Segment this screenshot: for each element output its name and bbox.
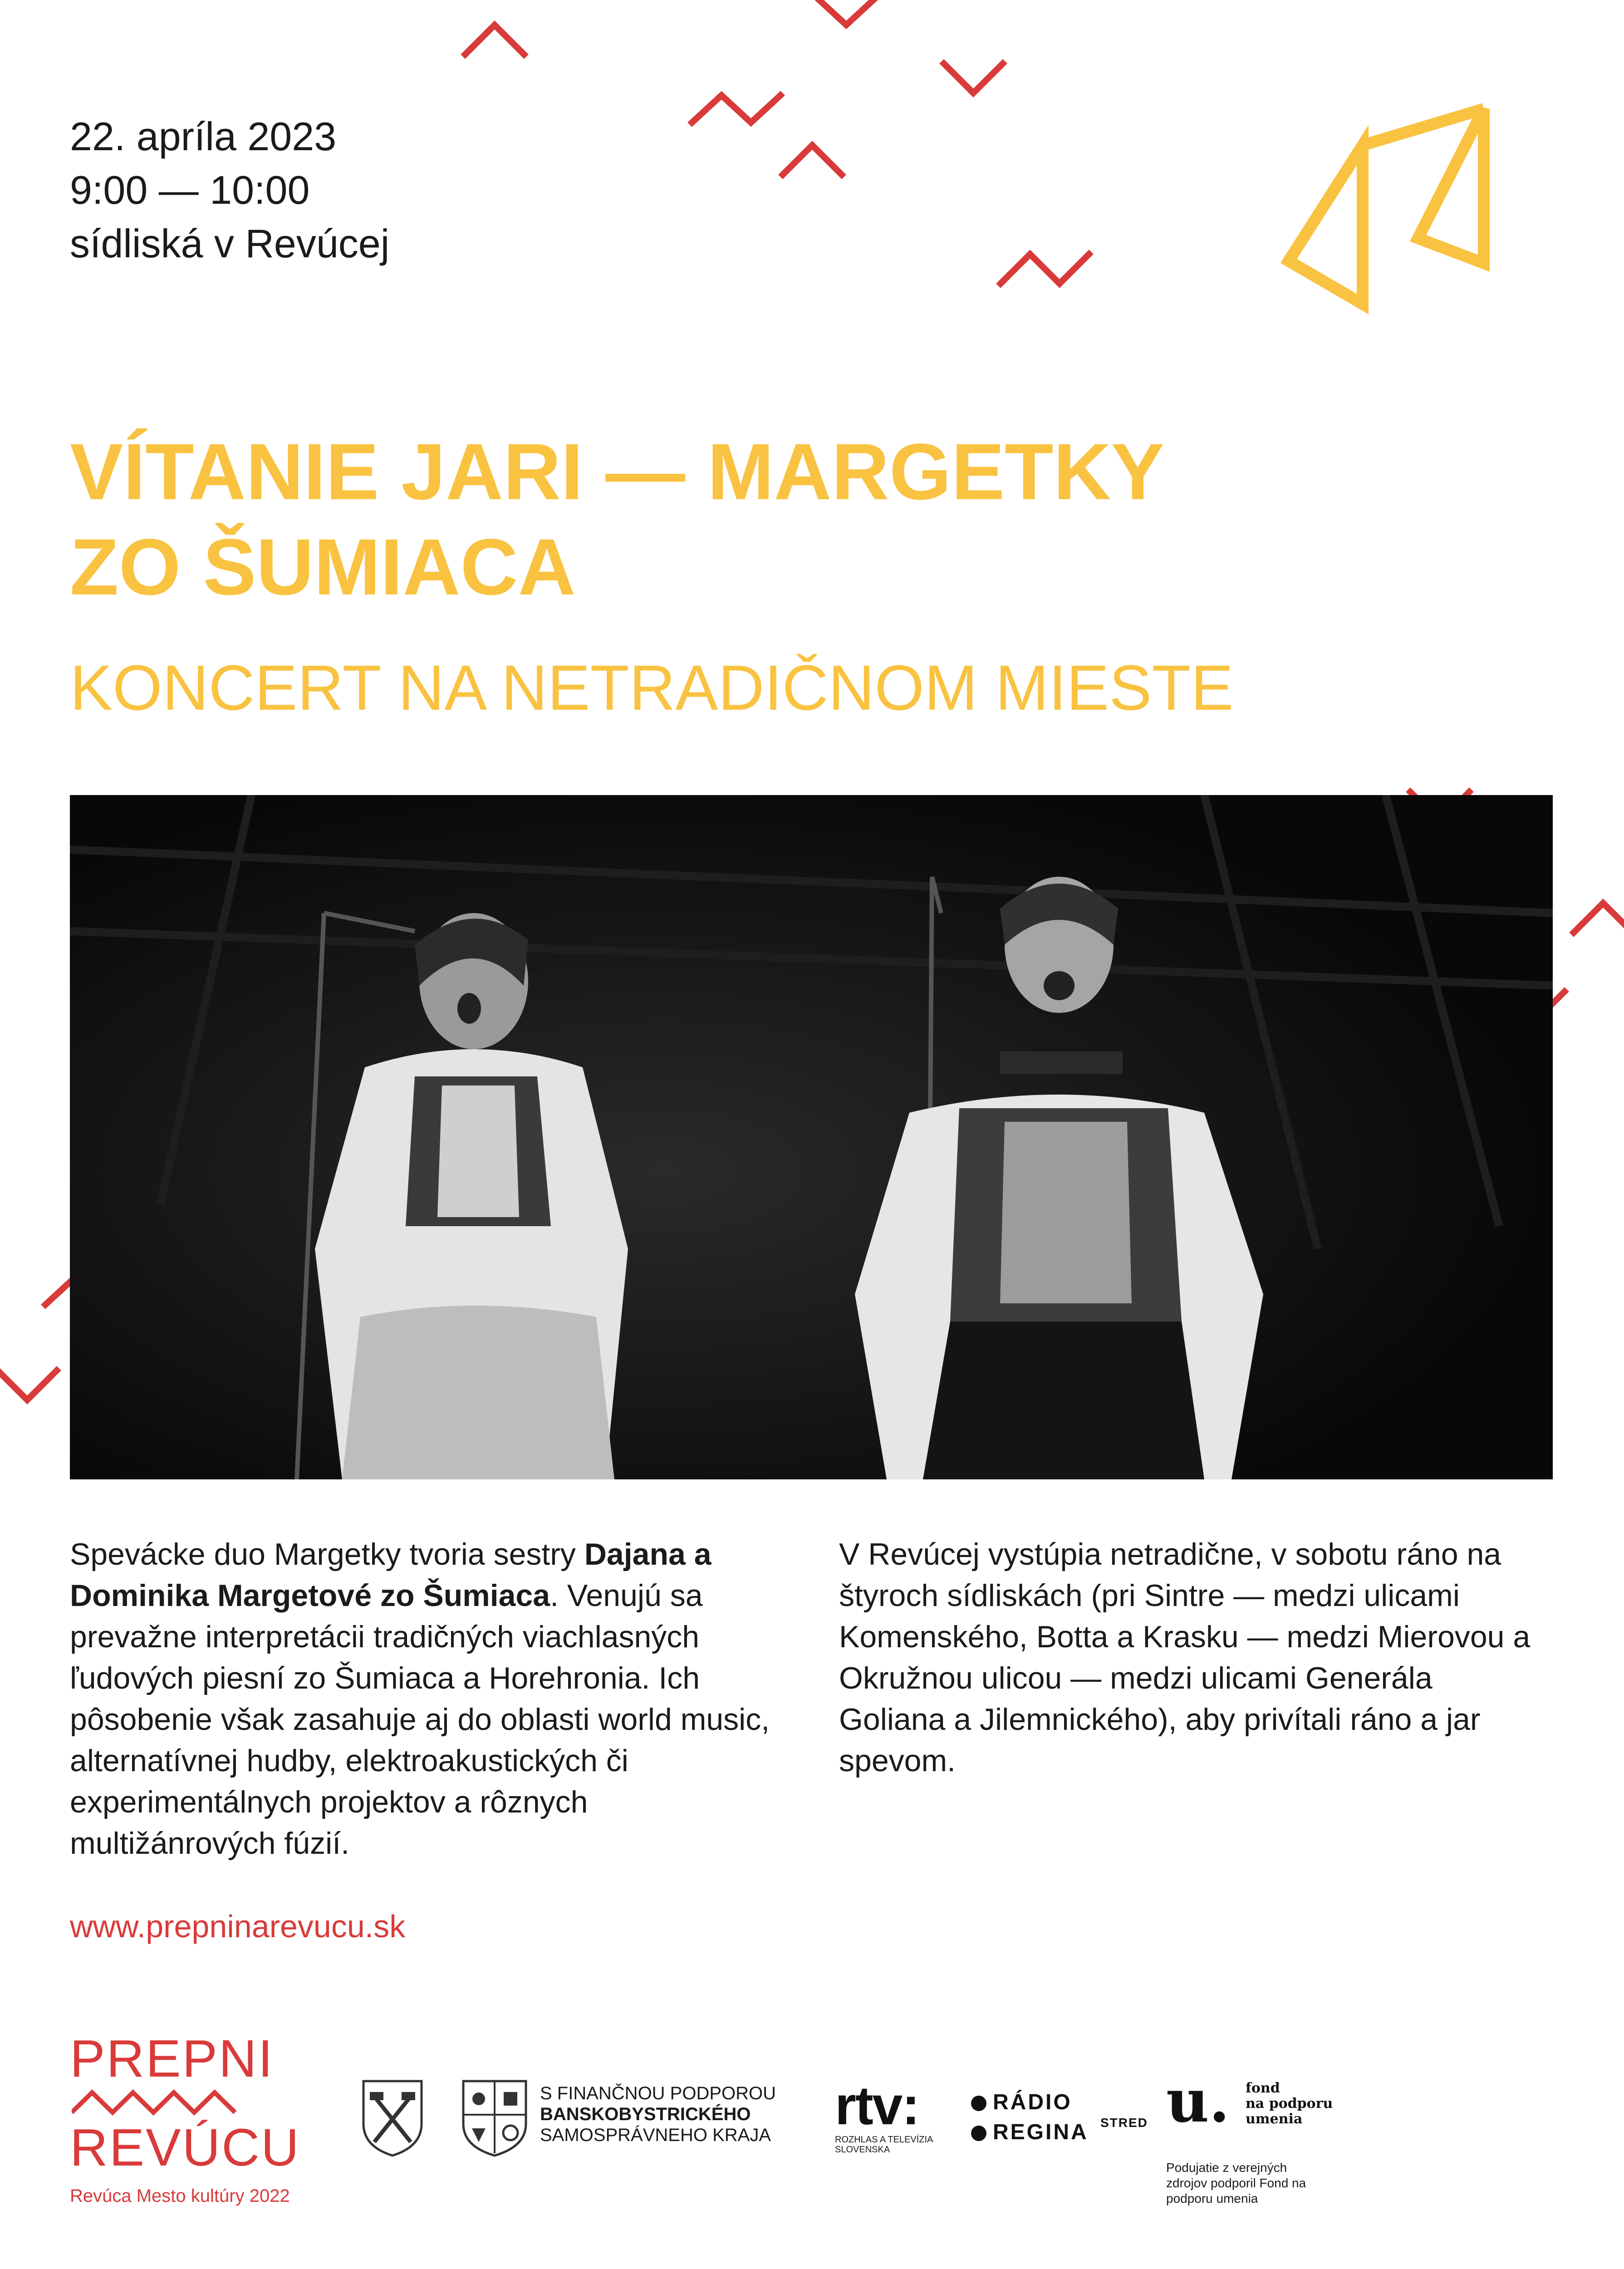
music-note-icon — [1418, 109, 1484, 263]
chevron-up-icon — [783, 145, 842, 175]
chevron-up-icon — [1574, 903, 1624, 933]
website-link[interactable]: www.prepninarevucu.sk — [70, 1909, 406, 1944]
revuca-crest-icon — [361, 2078, 424, 2158]
radio-word: RÁDIO — [993, 2090, 1072, 2114]
concert-photo — [70, 795, 1553, 1479]
performers-names: Dajana a Dominika Margetové zo Šumiaca — [70, 1537, 711, 1613]
description-rest: . Venujú sa prevažne interpretácii tradičných viachlasných ľudových piesní zo Šumiaca a Horehronia. Ich pôsobenie však zasahuje aj do oblasti world music, alternatívnej hudby, elektroakustických či experimentálnych projektov a rôznych multižánrových fúzií. — [70, 1578, 770, 1861]
title-line-2: ZO ŠUMIACA — [70, 523, 576, 612]
rtvs-logo — [835, 2075, 933, 2155]
rtvs-wordmark: rtv: — [835, 2075, 919, 2136]
singers-illustration — [70, 795, 1553, 1479]
event-place: sídliská v Revúcej — [70, 221, 390, 266]
zigzag-icon — [692, 95, 780, 123]
zigzag-icon — [1001, 254, 1089, 284]
logo-word-revucu: REVÚCU — [70, 2118, 300, 2177]
bbsk-line-3: SAMOSPRÁVNEHO KRAJA — [540, 2125, 771, 2145]
chevron-down-icon — [817, 0, 876, 25]
dot-icon — [971, 2096, 986, 2111]
prepni-revucu-logo — [70, 2031, 300, 2206]
description-left — [70, 1534, 778, 1864]
rtvs-caption: ROZHLAS A TELEVÍZIA SLOVENSKA — [835, 2135, 933, 2155]
fpu-name: fond na podporu umenia — [1246, 2080, 1333, 2127]
regina-word: REGINA — [993, 2120, 1089, 2144]
event-info — [70, 110, 389, 270]
dot-icon — [971, 2126, 986, 2141]
chevron-up-icon — [465, 25, 524, 54]
chevron-down-icon — [944, 64, 1003, 93]
radio-regina-suffix: STRED — [1100, 2116, 1148, 2130]
event-time: 9:00 — 10:00 — [70, 167, 310, 212]
bbsk-line-2: BANSKOBYSTRICKÉHO — [540, 2104, 751, 2124]
logo-tagline: Revúca Mesto kultúry 2022 — [70, 2186, 290, 2206]
bbsk-crest-icon — [461, 2078, 529, 2158]
radio-regina-logo — [971, 2087, 1089, 2147]
bbsk-line-1: S FINANČNOU PODPOROU — [540, 2083, 776, 2103]
event-date: 22. apríla 2023 — [70, 114, 337, 159]
bbsk-support-text — [540, 2083, 776, 2146]
fpu-note: Podujatie z verejných zdrojov podporil Fond na podporu umenia — [1166, 2161, 1306, 2205]
page-subtitle: KONCERT NA NETRADIČNOM MIESTE — [70, 652, 1234, 723]
page-title — [70, 424, 1386, 615]
description-right: V Revúcej vystúpia netradične, v sobotu ráno na štyroch sídliskách (pri Sintre — medzi ulicami Komenského, Botta a Krasku — medzi Mierovou a Okružnou ulicou — medzi ulicami Generála Goliana a Jilemnického), aby privítali ráno a jar spevom. — [839, 1537, 1531, 1778]
music-note-icon — [1289, 145, 1363, 304]
fpu-mark: u. — [1166, 2066, 1230, 2136]
chevron-down-icon — [0, 1370, 57, 1400]
title-line-1: VÍTANIE JARI — MARGETKY — [70, 427, 1165, 516]
logo-word-prepni: PREPNI — [70, 2029, 274, 2088]
logo-zigzag-icon — [72, 2089, 244, 2117]
description-intro: Spevácke duo Margetky tvoria sestry — [70, 1537, 584, 1572]
